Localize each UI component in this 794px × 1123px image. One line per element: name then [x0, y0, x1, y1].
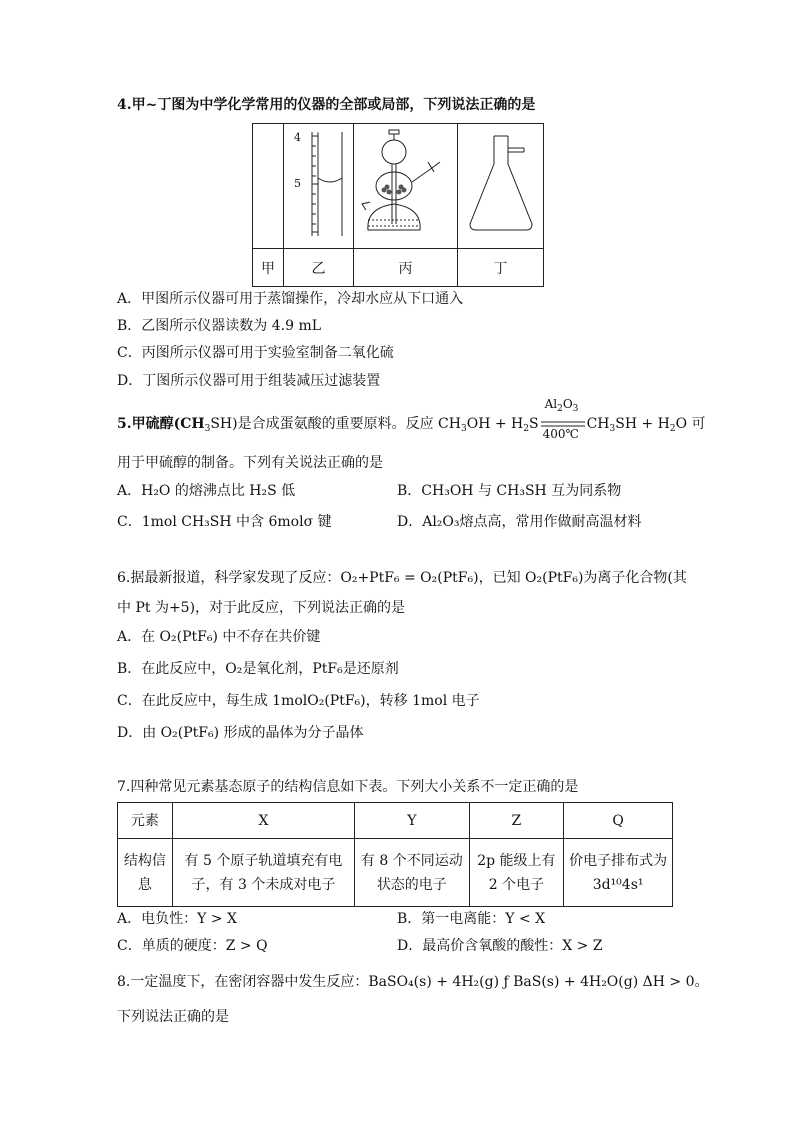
q6-option-a: A．在 O₂(PtF₆) 中不存在共价键	[117, 629, 321, 645]
q5-stem-part-a: 5.甲硫醇(CH	[117, 416, 205, 432]
q5-catalyst-sub1: 2	[557, 404, 563, 414]
q5-stem-part-d: S	[528, 416, 539, 432]
q5-option-c: C．1mol CH₃SH 中含 6molσ 键	[117, 514, 332, 530]
q5-stem-line1	[117, 397, 706, 441]
q6-option-c: C．在此反应中，每生成 1molO₂(PtF₆)，转移 1mol 电子	[117, 693, 480, 709]
q7-header-y: Y	[355, 803, 470, 839]
q4-option-c: C．丙图所示仪器可用于实验室制备二氧化硫	[117, 345, 394, 361]
q4-cell-ding-image	[458, 124, 544, 249]
q7-header-element: 元素	[118, 803, 173, 839]
q5-stem-part-g: O 可	[675, 416, 706, 432]
q4-cell-bing-image	[354, 124, 458, 249]
q8-stem-line2: 下列说法正确的是	[117, 1009, 229, 1025]
q7-option-a: A．电负性：Y > X	[117, 911, 237, 927]
q4-label-yi: 乙	[284, 249, 354, 287]
q5-reaction-condition	[539, 397, 587, 441]
q7-option-d: D．最高价含氧酸的酸性：X > Z	[397, 938, 603, 954]
q5-option-d: D．Al₂O₃熔点高，常用作做耐高温材料	[397, 514, 642, 530]
q5-option-a: A．H₂O 的熔沸点比 H₂S 低	[117, 483, 296, 499]
q5-sub-b: 3	[460, 424, 467, 434]
q4-option-a: A．甲图所示仪器可用于蒸馏操作，冷却水应从下口通入	[117, 291, 464, 307]
q5-sub-c: 2	[523, 424, 529, 434]
q4-label-ding: 丁	[458, 249, 544, 287]
q6-option-b: B．在此反应中，O₂是氧化剂，PtF₆是还原剂	[117, 661, 399, 677]
q5-stem-part-e: CH	[586, 416, 610, 432]
q5-stem-part-b: SH)是合成蛋氨酸的重要原料。反应 CH	[210, 416, 461, 432]
q4-stem: 4.甲~丁图为中学化学常用的仪器的全部或局部，下列说法正确的是	[117, 97, 536, 113]
q4-scale-label-5: 5	[294, 177, 301, 190]
q5-sub-f: 2	[669, 424, 676, 434]
q7-header-x: X	[172, 803, 354, 839]
q6-stem-line2: 中 Pt 为+5)，对于此反应，下列说法正确的是	[117, 600, 406, 616]
q4-option-b: B．乙图所示仪器读数为 4.9 mL	[117, 318, 322, 334]
q7-cell-x: 有 5 个原子轨道填充有电子，有 3 个未成对电子	[172, 839, 354, 907]
q6-option-d: D．由 O₂(PtF₆) 形成的晶体为分子晶体	[117, 725, 364, 741]
q5-sub-e: 3	[609, 424, 616, 434]
q7-option-b: B．第一电离能：Y < X	[397, 911, 546, 927]
q5-catalyst-o: O	[562, 397, 573, 411]
q7-option-c: C．单质的硬度：Z > Q	[117, 938, 268, 954]
q7-header-z: Z	[469, 803, 564, 839]
q7-cell-z: 2p 能级上有 2 个电子	[469, 839, 564, 907]
q4-apparatus-table	[252, 123, 544, 287]
q4-cell-jia-image	[253, 124, 284, 249]
q5-sub-a: 3	[204, 424, 211, 434]
q4-option-d: D．丁图所示仪器可用于组装减压过滤装置	[117, 373, 381, 389]
q5-catalyst-sub2: 3	[572, 404, 579, 414]
q7-cell-q: 价电子排布式为 3d¹⁰4s¹	[564, 839, 673, 907]
kipp-apparatus-icon	[354, 124, 457, 244]
q5-option-b: B．CH₃OH 与 CH₃SH 互为同系物	[397, 483, 622, 499]
q4-scale-label-4: 4	[294, 131, 301, 144]
q4-label-jia: 甲	[253, 249, 284, 287]
q5-stem-part-c: OH + H	[466, 416, 524, 432]
suction-flask-icon	[458, 124, 543, 244]
q7-header-q: Q	[564, 803, 673, 839]
q4-label-bing: 丙	[354, 249, 458, 287]
q7-element-table	[117, 802, 673, 907]
q5-stem-line2: 用于甲硫醇的制备。下列有关说法正确的是	[117, 455, 383, 471]
q8-stem-line1: 8.一定温度下，在密闭容器中发生反应：BaSO₄(s) + 4H₂(g) ƒ BaS(s) + 4H₂O(g) ΔH > 0。	[117, 974, 709, 990]
q7-row-label: 结构信息	[118, 839, 173, 907]
q6-stem-line1: 6.据最新报道，科学家发现了反应：O₂+PtF₆ = O₂(PtF₆)，已知 O₂(PtF₆)为离子化合物(其	[117, 570, 687, 586]
q5-temperature: 400℃	[542, 427, 579, 441]
q5-catalyst-al: Al	[544, 397, 558, 411]
q5-stem-part-f: SH + H	[615, 416, 670, 432]
q7-stem: 7.四种常见元素基态原子的结构信息如下表。下列大小关系不一定正确的是	[117, 779, 579, 795]
q7-cell-y: 有 8 个不同运动状态的电子	[355, 839, 470, 907]
